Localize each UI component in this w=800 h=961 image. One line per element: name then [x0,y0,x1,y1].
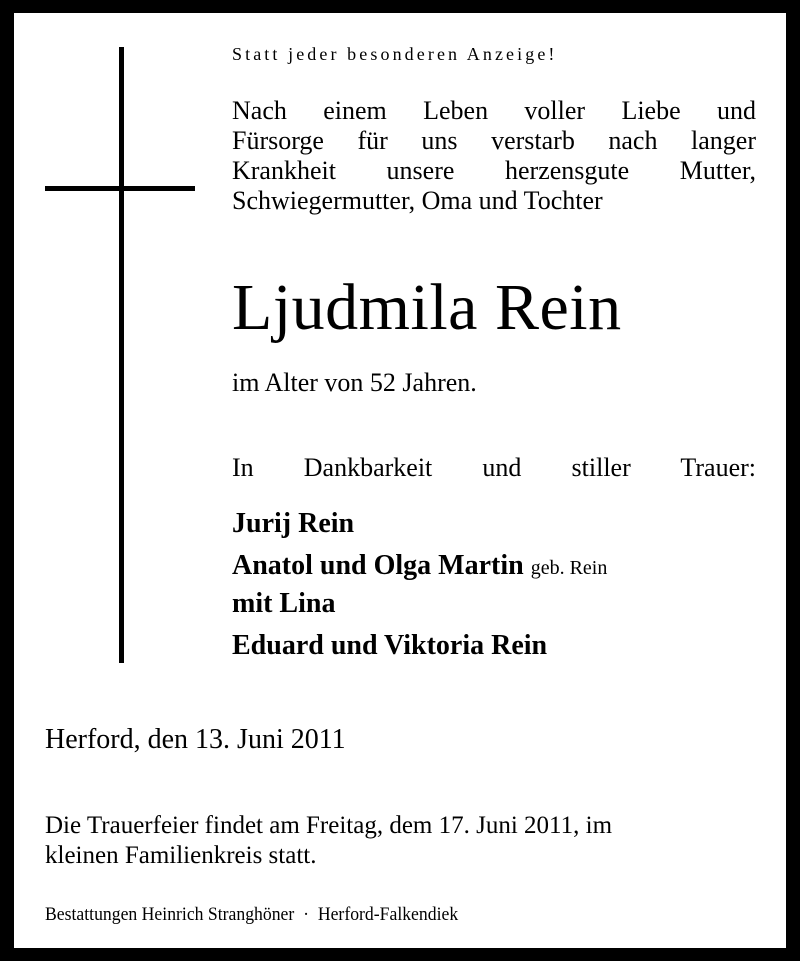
maiden-name: geb. Rein [530,557,608,579]
undertaker: Bestattungen Heinrich Stranghöner · Herford-Falkendiek [45,904,459,925]
mourning-line: In Dankbarkeit und stiller Trauer: [232,453,756,482]
place-date: Herford, den 13. Juni 2011 [45,724,346,755]
mourner: Jurij Rein [232,508,355,539]
cross-icon [119,47,124,663]
age-line: im Alter von 52 Jahren. [232,368,477,397]
deceased-name: Ljudmila Rein [232,271,622,344]
funeral-info-line: kleinen Familienkreis statt. [45,842,317,869]
intro-line: Nach einem Leben voller Liebe und [232,96,756,125]
funeral-info-line: Die Trauerfeier findet am Freitag, dem 17. Juni 2011, im [45,812,613,839]
intro-line: Schwiegermutter, Oma und Tochter [232,186,603,215]
cross-icon-bar [45,186,195,191]
intro-line: Krankheit unsere herzensgute Mutter, [232,156,756,185]
mourner: mit Lina [232,588,336,619]
intro-line: Fürsorge für uns verstarb nach langer [232,126,756,155]
mourner: Eduard und Viktoria Rein [232,630,548,661]
mourner: Anatol und Olga Martin geb. Rein [232,550,608,581]
notice-header: Statt jeder besonderen Anzeige! [232,44,558,64]
